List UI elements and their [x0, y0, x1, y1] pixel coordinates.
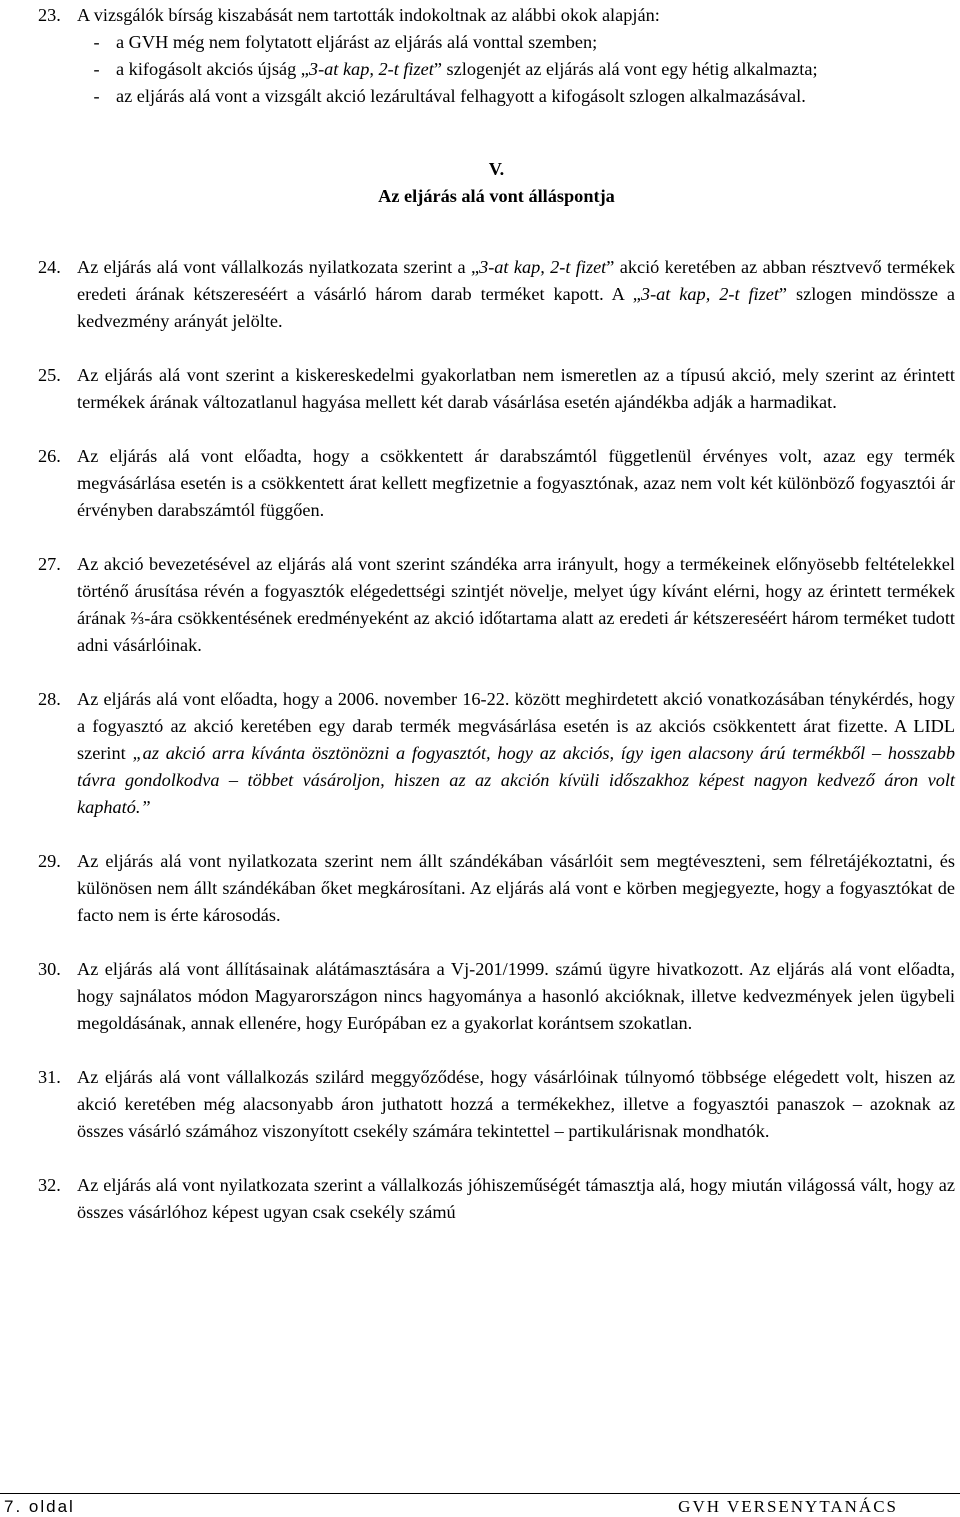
quote-italic: „az akció arra kívánta ösztönözni a fogyasztót, hogy az akciós, így igen alacsony árú termékből – hosszabb távra gondolkodva – többet vásároljon, hiszen az az akción kívüli időszakhoz képest nagyon kedvező áron volt kapható.” [77, 743, 955, 817]
bullet-text: az eljárás alá vont a vizsgált akció lezárultával felhagyott a kifogásolt szlogen alkalmazásával. [116, 86, 806, 106]
section-numeral: V. [488, 159, 505, 179]
section-title: Az eljárás alá vont álláspontja [378, 186, 615, 206]
paragraph-number: 26. [38, 446, 61, 466]
paragraph-30 [38, 956, 955, 1037]
bullet-dash: - [93, 86, 100, 106]
paragraph-number: 28. [38, 689, 61, 709]
paragraph-26 [38, 443, 955, 524]
paragraph-32 [38, 1172, 955, 1226]
paragraph-text: Az eljárás alá vont nyilatkozata szerint a vállalkozás jóhiszeműségét támasztja alá, hogy miután világossá vált, hogy az összes vásárlóhoz képest ugyan csak csekély számú [77, 1175, 955, 1222]
paragraph-number: 31. [38, 1067, 61, 1087]
paragraph-text [77, 254, 955, 335]
paragraph-25 [38, 362, 955, 416]
paragraph-text: Az eljárás alá vont állításainak alátámasztására a Vj-201/1999. számú ügyre hivatkozott. Az eljárás alá vont előadta, hogy sajnálatos módon Magyarországon nincs hagyománya a hasonló akcióknak, illetve kedvezmények jelen ügybeli megoldásának, annak ellenére, hogy Európában ez a gyakorlat korántsem szokatlan. [77, 959, 955, 1033]
paragraph-28 [38, 686, 955, 821]
bullet-dash: - [93, 32, 100, 52]
slogan-italic: 3-at kap, 2-t fizet [479, 257, 607, 277]
paragraph-29 [38, 848, 955, 929]
paragraph-number: 27. [38, 554, 61, 574]
text-run: ” akció keretében az abban résztvevő termékek eredeti árának kétszereséért a vásárló három darab terméket kapott. A „ [77, 257, 955, 304]
paragraph-number: 24. [38, 257, 61, 277]
slogan-italic: 3-at kap, 2-t fizet [640, 284, 779, 304]
bullet-text: a GVH még nem folytatott eljárást az eljárás alá vonttal szemben; [116, 32, 598, 52]
paragraph-text: Az eljárás alá vont vállalkozás szilárd meggyőződése, hogy vásárlóinak túlnyomó többsége elégedett volt, hiszen az akció keretében még alacsonyabb áron juthatott hozzá a termékekhez, illetve a fogyasztói panaszok – azoknak az összes vásárló számához viszonyított csekély számára tekintettel – partikulárisnak mondhatók. [77, 1067, 955, 1141]
paragraph-24 [38, 254, 955, 335]
paragraph-intro: A vizsgálók bírság kiszabását nem tartották indokoltnak az alábbi okok alapján: [77, 5, 660, 25]
footer-divider [0, 1493, 960, 1494]
paragraph-27 [38, 551, 955, 659]
text-run: Az eljárás alá vont előadta, hogy a 2006. november 16-22. között meghirdetett akció vonatkozásában ténykérdés, hogy a fogyasztó az akció keretében egy darab termék megvásárlása esetén is az akciós csökkentett árat fizette. A LIDL szerint [77, 689, 955, 763]
bullet-text [116, 56, 955, 83]
bullet-dash: - [93, 59, 100, 79]
paragraph-number: 32. [38, 1175, 61, 1195]
paragraph-number: 23. [38, 5, 61, 25]
text-run: a kifogásolt akciós újság „ [116, 59, 309, 79]
page-number: 7. oldal [4, 1497, 75, 1516]
paragraph-number: 25. [38, 365, 61, 385]
text-run: ” szlogen mindössze a kedvezmény arányát jelölte. [77, 284, 955, 331]
bullet-list [77, 29, 955, 110]
document-body [38, 2, 955, 1253]
paragraph-31 [38, 1064, 955, 1145]
text-run: Az eljárás alá vont vállalkozás nyilatkozata szerint a „ [77, 257, 480, 277]
paragraph-text [77, 2, 955, 110]
paragraph-text: Az akció bevezetésével az eljárás alá vont szerint szándéka arra irányult, hogy a termékeinek előnyösebb feltételekkel történő árusítása révén a fogyasztók elégedettségi szintjét növelje, melyet úgy kívánt elérni, hogy az érintett termékek árának ⅔-ára csökkentésének eredményeként az akció időtartama alatt az eredeti ár kétszereséért három terméket tudott adni vásárlóinak. [77, 554, 955, 655]
paragraph-23 [38, 2, 955, 110]
paragraph-text [77, 686, 955, 821]
bullet-item [77, 56, 955, 83]
footer-organization: GVH VERSENYTANÁCS [678, 1497, 898, 1516]
paragraph-number: 29. [38, 851, 61, 871]
paragraph-text: Az eljárás alá vont előadta, hogy a csökkentett ár darabszámtól függetlenül érvényes volt, azaz egy termék megvásárlása esetén is a csökkentett árat kellett megfizetnie a fogyasztónak, azaz nem volt két különböző fogyasztói ár érvényben darabszámtól függően. [77, 446, 955, 520]
paragraph-text: Az eljárás alá vont szerint a kiskereskedelmi gyakorlatban nem ismeretlen az a típusú akció, mely szerint az érintett termékek árának változatlanul hagyása mellett két darab vásárlása esetén ajándékba adják a harmadikat. [77, 365, 955, 412]
bullet-item [77, 83, 955, 110]
text-run: ” szlogenjét az eljárás alá vont egy hétig alkalmazta; [433, 59, 818, 79]
paragraph-number: 30. [38, 959, 61, 979]
section-heading [38, 156, 955, 210]
paragraph-text: Az eljárás alá vont nyilatkozata szerint nem állt szándékában vásárlóit sem megtéveszteni, sem félretájékoztatni, és különösen nem állt szándékában őket megkárosítani. Az eljárás alá vont e körben megjegyezte, hogy a fogyasztókat de facto nem is érte károsodás. [77, 851, 955, 925]
bullet-item [77, 29, 955, 56]
slogan-italic: 3-at kap, 2-t fizet [308, 59, 434, 79]
